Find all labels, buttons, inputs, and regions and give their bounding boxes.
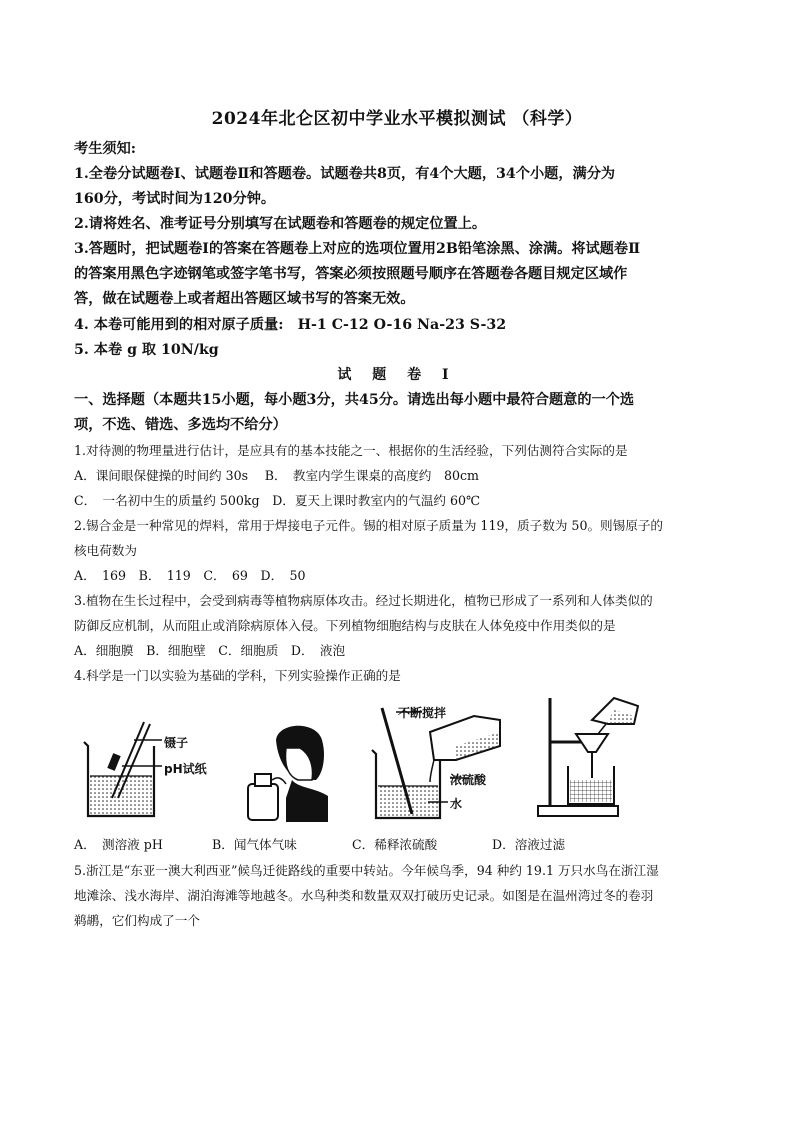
notice-line: 1.全卷分试题卷Ⅰ、试题卷Ⅱ和答题卷。试题卷共8页，有4个大题，34个小题，满分为 [74, 166, 616, 182]
question-2-stem: 核电荷数为 [74, 543, 137, 558]
caption-c: C．稀释浓硫酸 [352, 837, 438, 852]
question-2-stem: 2.锡合金是一种常见的焊料，常用于焊接电子元件。锡的相对原子质量为 119，质子数为 50。则锡原子的 [74, 518, 664, 533]
notice-line: 2.请将姓名、准考证号分别填写在试题卷和答题卷的规定位置上。 [74, 216, 487, 232]
notice-line: 4. 本卷可能用到的相对原子质量: H-1 C-12 O-16 Na-23 S-32 [74, 317, 507, 333]
question-1-options: A．课间眼保健操的时间约 30s B． 教室内学生课桌的高度约 80cm [74, 468, 480, 483]
question-1-options: C． 一名初中生的质量约 500kg D．夏天上课时教室内的气温约 60℃ [74, 493, 481, 508]
section-title: 试 题 卷 Ⅰ [337, 367, 457, 383]
caption-b: B．闻气体气味 [212, 837, 297, 852]
caption-d: D．溶液过滤 [492, 837, 566, 852]
caption-a: A． 测溶液 pH [74, 837, 163, 852]
notice-line: 3.答题时，把试题卷Ⅰ的答案在答题卷上对应的选项位置用2B铅笔涂黑、涂满。将试题卷Ⅱ [74, 241, 641, 257]
label-water: 水 [450, 797, 463, 811]
label-stirring: 不断搅拌 [398, 706, 447, 720]
label-ph-paper: pH试纸 [164, 762, 207, 776]
question-3-options: A．细胞膜 B．细胞壁 C．细胞质 D． 液泡 [74, 643, 346, 658]
question-3-stem: 3.植物在生长过程中，会受到病毒等植物病原体攻击。经过长期进化，植物已形成了一系列和人体类似的 [74, 593, 653, 608]
exam-title: 2024年北仑区初中学业水平模拟测试 （科学） [211, 109, 583, 129]
question-1-stem: 1.对待测的物理量进行估计，是应具有的基本技能之一、根据你的生活经验，下列估测符合实际的是 [74, 443, 628, 458]
notice-line: 5. 本卷 g 取 10N/kg [74, 342, 219, 358]
label-conc-acid: 浓硫酸 [450, 773, 487, 787]
question-2-options: A． 169 B． 119 C． 69 D． 50 [74, 568, 306, 583]
question-4-stem: 4.科学是一门以实验为基础的学科，下列实验操作正确的是 [74, 668, 401, 683]
question-3-stem: 防御反应机制，从而阻止或消除病原体入侵。下列植物细胞结构与皮肤在人体免疫中作用类似的是 [74, 618, 616, 633]
notice-line: 160分，考试时间为120分钟。 [74, 191, 276, 207]
question-5-stem: 鹈鹕，它们构成了一个 [74, 913, 200, 928]
notice-heading: 考生须知: [74, 141, 136, 157]
figure-d-filtration [534, 694, 644, 824]
question-5-stem: 5.浙江是“东亚一澳大利西亚”候鸟迁徙路线的重要中转站。今年候鸟季，94 种约 19.1 万只水鸟在浙江湿 [74, 863, 659, 878]
question-5-stem: 地滩涂、浅水海岸、湖泊海滩等地越冬。水鸟种类和数量双双打破历史记录。如图是在温州湾过冬的卷羽 [74, 888, 654, 903]
figure-b-smelling-gas [238, 718, 334, 822]
part-one-heading: 项，不选、错选、多选均不给分） [74, 417, 287, 433]
figure-c-diluting-acid [368, 706, 518, 824]
notice-line: 的答案用黑色字迹钢笔或签字笔书写，答案必须按照题号顺序在答题卷各题目规定区域作 [74, 266, 628, 282]
notice-line: 答，做在试题卷上或者超出答题区域书写的答案无效。 [74, 291, 415, 307]
label-tweezers: 镊子 [164, 736, 189, 750]
part-one-heading: 一、选择题（本题共15小题，每小题3分，共45分。请选出每小题中最符合题意的一个选 [74, 392, 635, 408]
